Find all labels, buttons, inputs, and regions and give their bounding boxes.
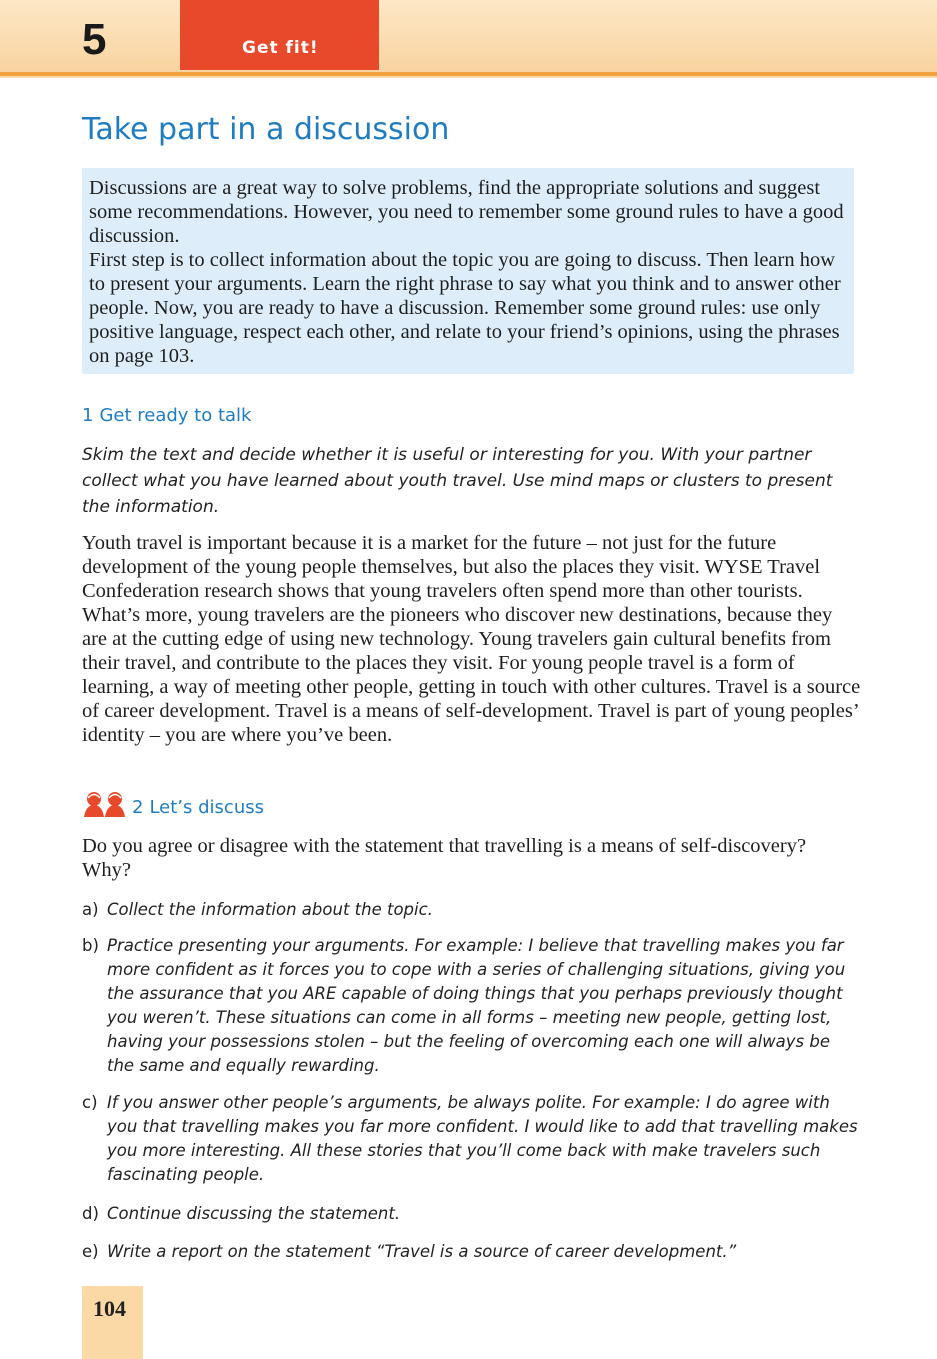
task-text: Continue discussing the statement. — [107, 1204, 401, 1223]
task-marker: d) — [82, 1204, 99, 1223]
section-1-number: 1 — [82, 405, 94, 426]
task-item — [82, 1091, 862, 1187]
page-number-box — [82, 1286, 143, 1359]
intro-paragraph: First step is to collect information about the topic you are going to discuss. Then learn how to present your arguments. Learn the right phrase to say what you think and to answer other people. Now, you are ready to have a discussion. Remember some ground rules: use only positive language, respect each other, and relate to your friend’s opinions, using the phrases on page 103. — [89, 249, 841, 367]
section-1-heading — [82, 405, 251, 427]
section-2-heading — [132, 797, 264, 819]
page-title: Take part in a discussion — [82, 112, 450, 147]
section-2-title: Let’s discuss — [149, 797, 264, 818]
page-number: 104 — [93, 1296, 126, 1321]
intro-paragraph: Discussions are a great way to solve problems, find the appropriate solutions and suggest some recommendations. However, you need to remember some ground rules to have a good discussion. — [89, 177, 844, 247]
task-item — [82, 934, 862, 1078]
unit-number: 5 — [82, 15, 107, 64]
task-text: Practice presenting your arguments. For example: I believe that travelling makes you far more confident as it forces you to cope with a series of challenging situations, giving you the assurance that you ARE capable of doing things that you perhaps previously thought you weren’t. These situations can come in all forms – meeting new people, getting lost, having your possessions stolen – but the feeling of overcoming each one will always be the same and equally rewarding. — [107, 936, 846, 1075]
unit-title: Get fit! — [242, 38, 319, 58]
task-text: Write a report on the statement “Travel is a source of career development.” — [107, 1242, 737, 1261]
task-text: If you answer other people’s arguments, be always polite. For example: I do agree with you that travelling makes you far more confident. I would like to add that travelling makes you more interesting. All these stories that you’ll come back with make travelers such fascinating people. — [107, 1093, 858, 1184]
reading-text: Youth travel is important because it is a market for the future – not just for the future development of the young people themselves, but also the places they visit. WYSE Travel Confederation research shows that young travelers often spend more than other tourists. What’s more, young travelers are the pioneers who discover new destinations, because they are at the cutting edge of using new technology. Young travelers gain cultural benefits from their travel, and contribute to the places they visit. For young people travel is a form of learning, a way of meeting other people, getting in touch with other cultures. Travel is a source of career development. Travel is a means of self-development. Travel is part of young peoples’ identity – you are where you’ve been. — [82, 532, 861, 746]
task-item — [82, 1240, 862, 1264]
section-2-number: 2 — [132, 797, 144, 818]
task-item — [82, 898, 862, 922]
task-text: Collect the information about the topic. — [107, 900, 433, 919]
task-marker: a) — [82, 900, 99, 919]
unit-tab — [180, 0, 379, 70]
discussion-question: Do you agree or disagree with the statement that travelling is a means of self-discovery? Why? — [82, 835, 807, 881]
intro-box — [82, 168, 854, 374]
section-1-instruction: Skim the text and decide whether it is useful or interesting for you. With your partner collect what you have learned about youth travel. Use mind maps or clusters to present the information. — [82, 445, 833, 517]
task-marker: b) — [82, 936, 99, 955]
header-rule-light — [0, 76, 937, 78]
task-marker: c) — [82, 1093, 98, 1112]
task-item — [82, 1202, 862, 1226]
section-1-title: Get ready to talk — [99, 405, 252, 426]
pair-work-icon — [82, 790, 128, 820]
header-band — [0, 0, 937, 72]
task-marker: e) — [82, 1242, 99, 1261]
